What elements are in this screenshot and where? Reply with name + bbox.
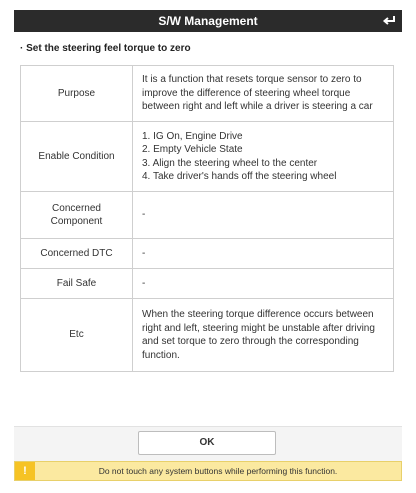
row-value: -: [133, 269, 394, 299]
table-row-etc: [21, 299, 394, 372]
info-table: [20, 65, 394, 372]
window-title: S/W Management: [158, 14, 258, 28]
value-line: and set torque to zero through the corresponding: [142, 336, 359, 347]
back-return-arrow-icon: [382, 15, 396, 27]
row-label: [21, 192, 133, 239]
value-line: right and left, steering might be unstable after driving: [142, 322, 375, 334]
row-label: Etc: [21, 299, 133, 372]
row-label: Fail Safe: [21, 269, 133, 299]
table-row-enable-condition: [21, 122, 394, 192]
table-row-fail-safe: [21, 269, 394, 299]
table-row-concerned-dtc: [21, 239, 394, 269]
table-row-concerned-component: [21, 192, 394, 239]
value-line: between right and left while a driver is steering a car: [142, 101, 373, 113]
ok-button[interactable]: OK: [138, 431, 276, 455]
back-button[interactable]: [376, 10, 402, 32]
condition-item: 4. Take driver's hands off the steering wheel: [142, 171, 337, 182]
row-label: Purpose: [21, 66, 133, 122]
condition-item: 2. Empty Vehicle State: [142, 144, 243, 155]
row-value: [133, 66, 394, 122]
condition-item: 1. IG On, Engine Drive: [142, 130, 243, 142]
row-label: Enable Condition: [21, 122, 133, 192]
value-line: It is a function that resets torque sensor to zero to: [142, 74, 362, 86]
value-line: function.: [142, 349, 180, 361]
label-line: Component: [50, 216, 103, 227]
title-bar: [14, 10, 402, 32]
table-row-purpose: [21, 66, 394, 122]
row-value: -: [133, 239, 394, 269]
row-value: -: [133, 192, 394, 239]
label-line: Concerned: [52, 202, 101, 214]
instruction-heading: · Set the steering feel torque to zero: [20, 43, 191, 54]
value-line: When the steering torque difference occurs between: [142, 309, 374, 320]
value-line: improve the difference of steering wheel torque: [142, 87, 351, 99]
condition-item: 3. Align the steering wheel to the center: [142, 157, 318, 169]
row-value: [133, 122, 394, 192]
row-label: Concerned DTC: [21, 239, 133, 269]
warning-banner: [14, 461, 402, 481]
exclamation-warning-icon: !: [15, 462, 35, 480]
warning-text: Do not touch any system buttons while performing this function.: [98, 466, 338, 476]
row-value: [133, 299, 394, 372]
